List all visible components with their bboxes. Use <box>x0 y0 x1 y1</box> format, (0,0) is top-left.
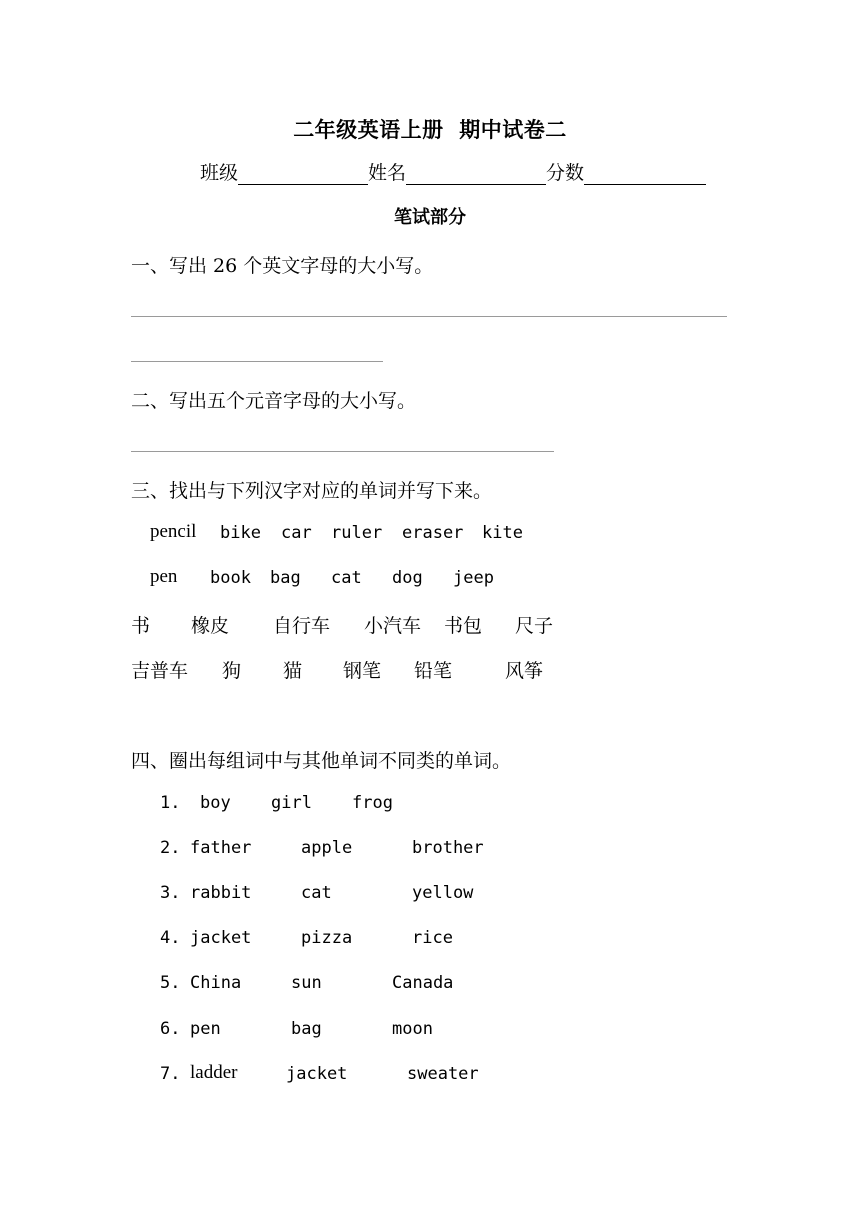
option-word[interactable]: apple <box>301 838 353 858</box>
word: ruler <box>331 523 383 543</box>
chinese-word: 钢笔 <box>343 660 382 682</box>
page-title: 二年级英语上册 期中试卷二 <box>293 118 567 142</box>
student-info-line <box>200 158 706 185</box>
word: pen <box>150 566 178 587</box>
option-word[interactable]: bag <box>291 1019 322 1039</box>
score-blank[interactable] <box>584 164 706 185</box>
class-blank[interactable] <box>238 164 368 185</box>
score-label: 分数 <box>546 162 585 184</box>
item-number: 7. <box>160 1064 181 1084</box>
answer-line[interactable] <box>131 451 554 452</box>
option-word[interactable]: sun <box>291 973 322 993</box>
chinese-word: 自行车 <box>273 615 331 637</box>
chinese-word: 铅笔 <box>414 660 453 682</box>
chinese-word: 橡皮 <box>191 615 230 637</box>
option-word[interactable]: boy <box>200 793 231 813</box>
chinese-word: 书包 <box>444 615 483 637</box>
word: book <box>210 568 251 588</box>
section-subtitle: 笔试部分 <box>394 207 466 228</box>
chinese-word: 狗 <box>222 660 242 682</box>
option-word[interactable]: rabbit <box>190 883 252 903</box>
option-word[interactable]: pizza <box>301 928 353 948</box>
word: pencil <box>150 521 197 542</box>
chinese-word: 吉普车 <box>131 660 189 682</box>
option-word[interactable]: frog <box>352 793 393 813</box>
option-word[interactable]: moon <box>392 1019 433 1039</box>
option-word[interactable]: ladder <box>190 1062 238 1083</box>
chinese-word: 小汽车 <box>364 615 422 637</box>
chinese-word: 尺子 <box>515 615 554 637</box>
item-number: 3. <box>160 883 181 903</box>
option-word[interactable]: jacket <box>190 928 252 948</box>
question-1: 一、写出 26 个英文字母的大小写。 <box>131 255 434 277</box>
word: cat <box>331 568 362 588</box>
question-3: 三、找出与下列汉字对应的单词并写下来。 <box>131 480 493 502</box>
item-number: 6. <box>160 1019 181 1039</box>
chinese-word: 书 <box>131 615 151 637</box>
name-blank[interactable] <box>406 164 546 185</box>
option-word[interactable]: pen <box>190 1019 221 1039</box>
word: bag <box>270 568 301 588</box>
chinese-word: 猫 <box>283 660 303 682</box>
word: kite <box>482 523 523 543</box>
answer-line[interactable] <box>131 361 383 362</box>
question-4: 四、圈出每组词中与其他单词不同类的单词。 <box>131 750 512 772</box>
option-word[interactable]: China <box>190 973 242 993</box>
option-word[interactable]: cat <box>301 883 332 903</box>
word: eraser <box>402 523 464 543</box>
option-word[interactable]: rice <box>412 928 453 948</box>
option-word[interactable]: girl <box>271 793 312 813</box>
option-word[interactable]: jacket <box>286 1064 348 1084</box>
option-word[interactable]: father <box>190 838 252 858</box>
item-number: 4. <box>160 928 181 948</box>
option-word[interactable]: sweater <box>407 1064 479 1084</box>
item-number: 5. <box>160 973 181 993</box>
option-word[interactable]: brother <box>412 838 484 858</box>
chinese-word: 风筝 <box>505 660 544 682</box>
word: bike <box>220 523 261 543</box>
item-number: 2. <box>160 838 181 858</box>
option-word[interactable]: Canada <box>392 973 454 993</box>
item-number: 1. <box>160 793 181 813</box>
name-label: 姓名 <box>368 162 407 184</box>
answer-line[interactable] <box>131 316 727 317</box>
question-2: 二、写出五个元音字母的大小写。 <box>131 390 417 412</box>
word: car <box>281 523 312 543</box>
word: dog <box>392 568 423 588</box>
word: jeep <box>453 568 494 588</box>
class-label: 班级 <box>200 162 239 184</box>
option-word[interactable]: yellow <box>412 883 474 903</box>
